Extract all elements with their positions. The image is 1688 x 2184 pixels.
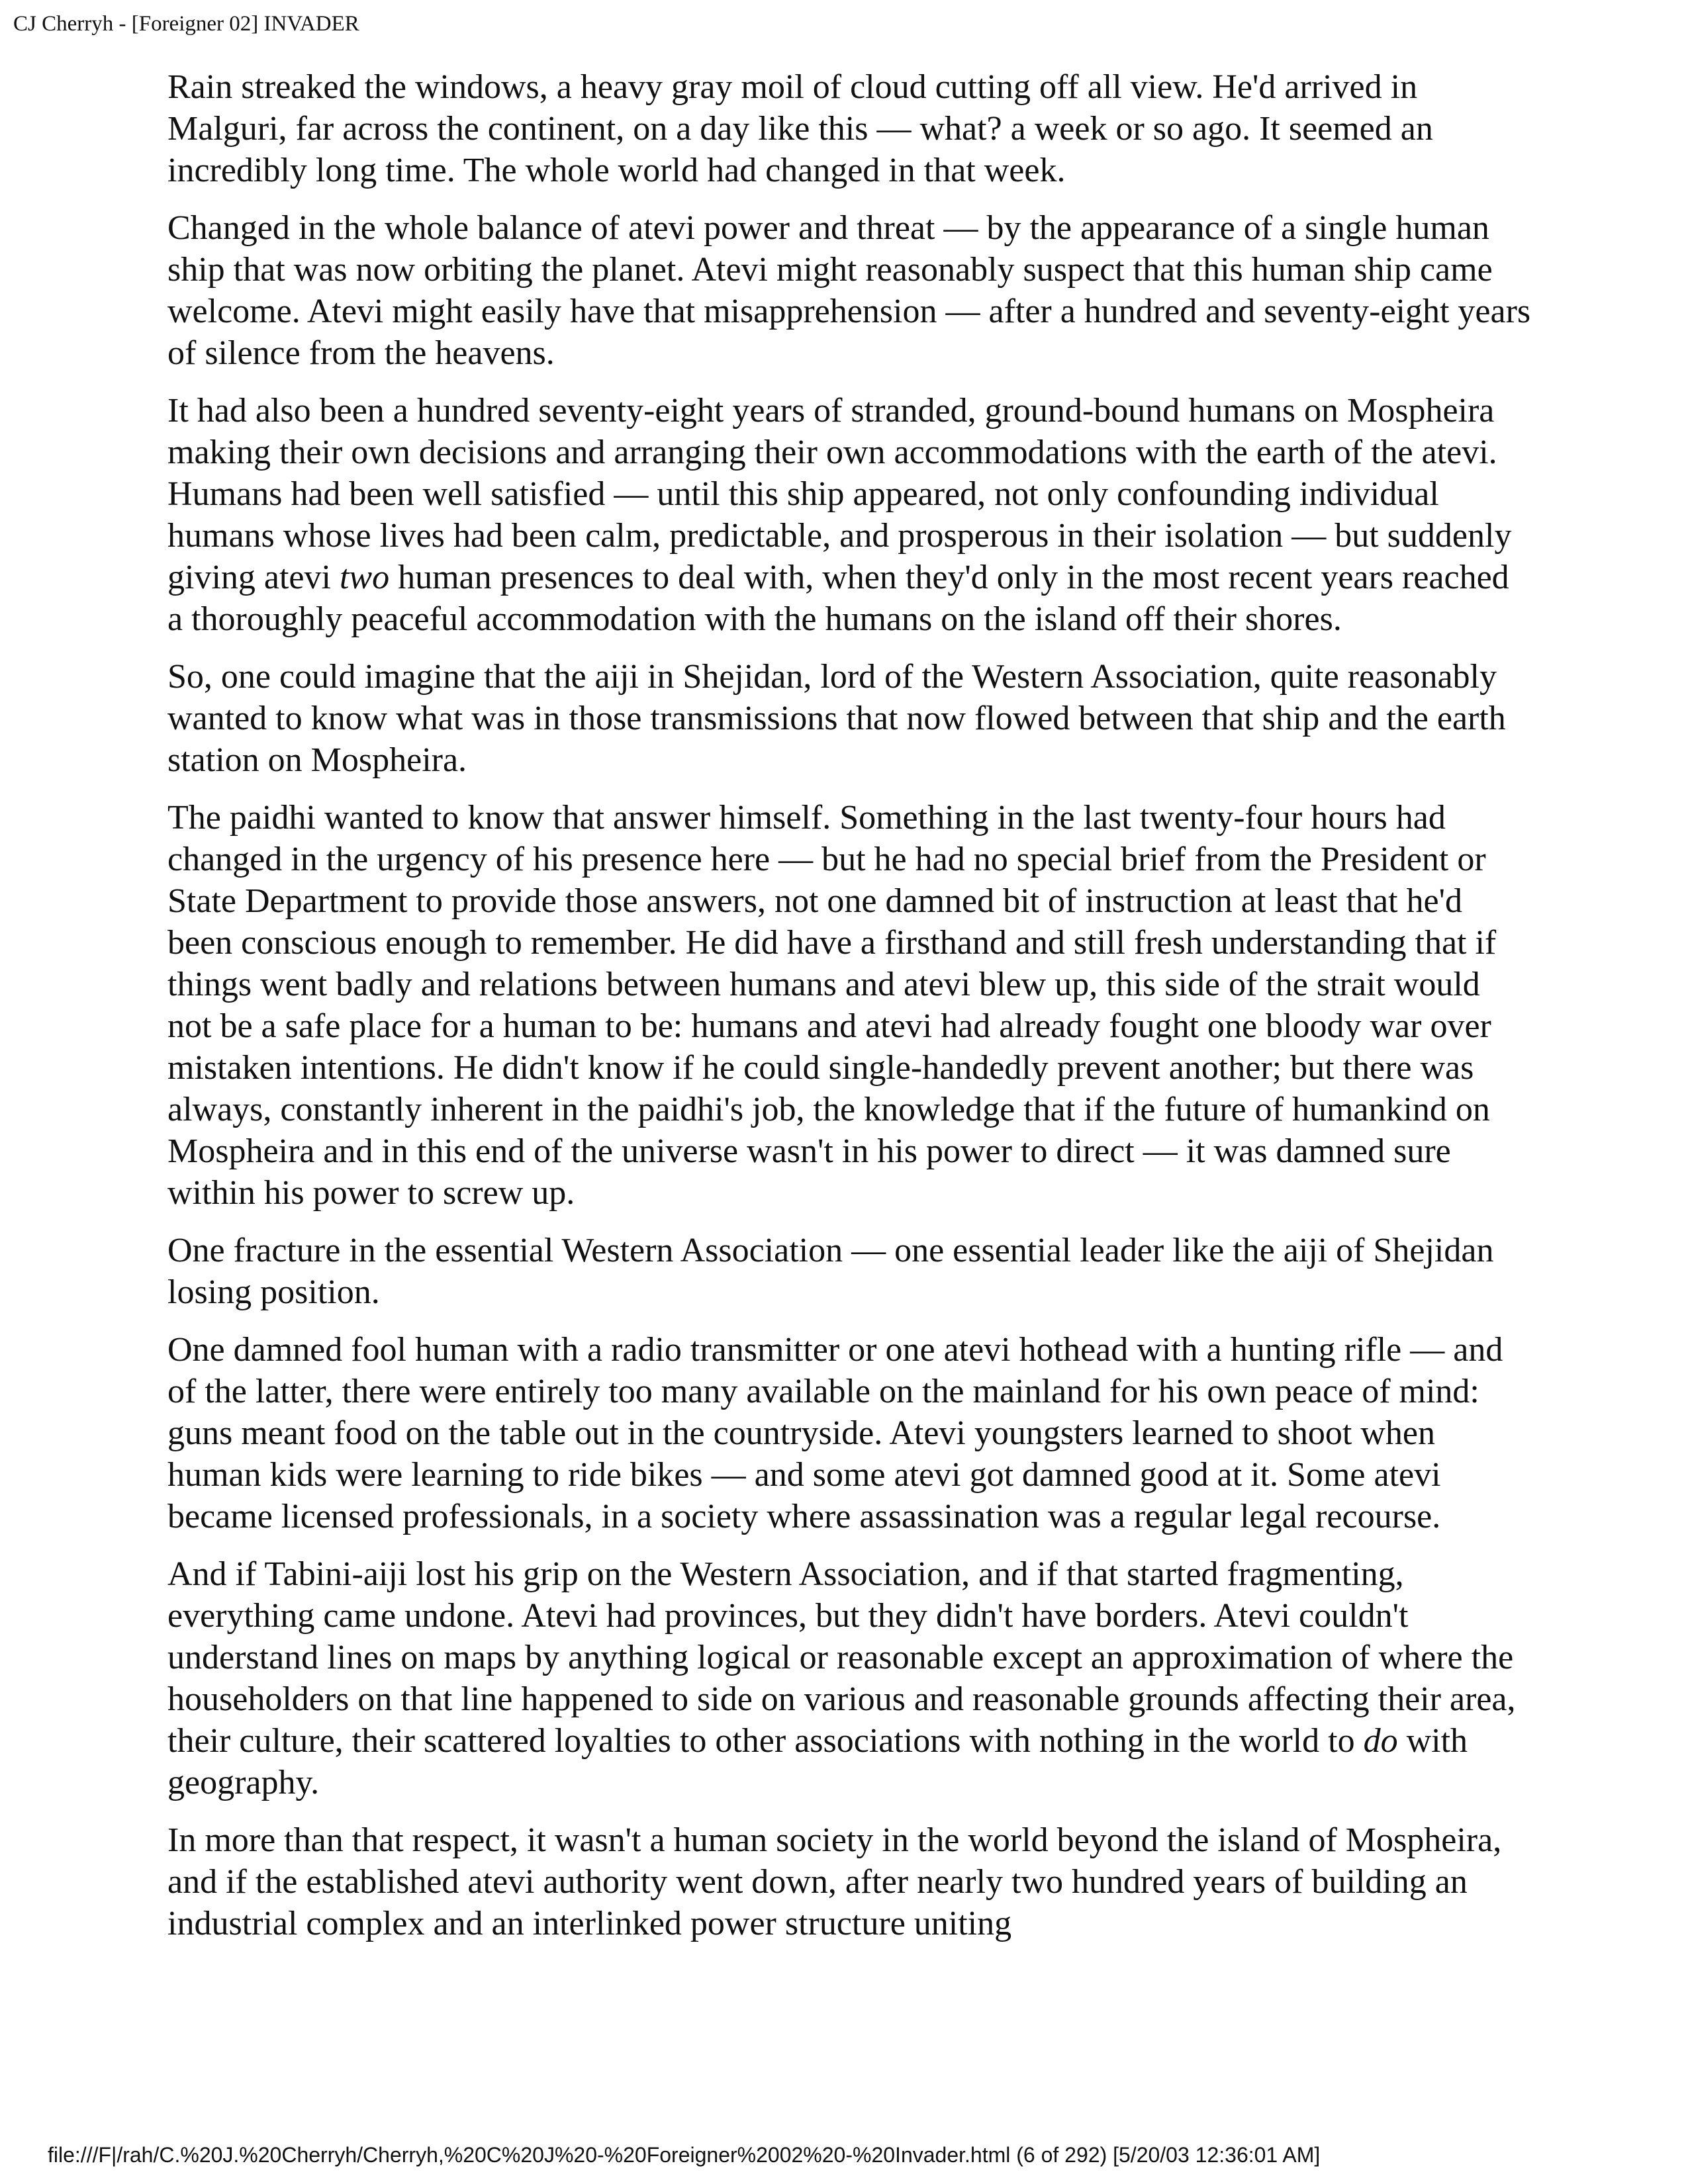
paragraph-text: Rain streaked the windows, a heavy gray moil of cloud cutting off all view. He'd arrived in Malguri, far across the continent, on a day like this — what? a week or so ago. It seemed an incredibly long time. The whole world had changed in that week. — [167, 68, 1433, 189]
paragraph-text: So, one could imagine that the aiji in Shejidan, lord of the Western Association, quite reasonably wanted to know what was in those transmissions that now flowed between that ship and the earth station on Mospheira. — [167, 658, 1506, 779]
paragraph-text: Changed in the whole balance of atevi power and threat — by the appearance of a single human ship that was now orbiting the planet. Atevi might reasonably suspect that this human ship came welcome. Atevi might easily have that misapprehension — after a hundred and seventy-eight years of silence from the heavens. — [167, 209, 1531, 372]
paragraph-text: human presences to deal with, when they'd only in the most recent years reached a thoroughly peaceful accommodation with the humans on the island off their shores. — [167, 559, 1509, 638]
emphasis-text: do — [1363, 1722, 1398, 1760]
paragraph — [167, 656, 1531, 781]
paragraph-text: And if Tabini-aiji lost his grip on the Western Association, and if that started fragmenting, everything came undone. Atevi had provinces, but they didn't have borders. Atevi couldn't understand lines on maps by anything logical or reasonable except an approximation of where the householders on that line happened to side on various and reasonable grounds affecting their area, their culture, their scattered loyalties to other associations with nothing in the world to — [167, 1555, 1516, 1760]
paragraph — [167, 390, 1531, 640]
paragraph — [167, 207, 1531, 374]
paragraph — [167, 1230, 1531, 1313]
paragraph-text: In more than that respect, it wasn't a human society in the world beyond the island of Mospheira, and if the established atevi authority went down, after nearly two hundred years of building an industrial complex and an interlinked power structure uniting — [167, 1821, 1502, 1942]
paragraph-text: The paidhi wanted to know that answer himself. Something in the last twenty-four hours had changed in the urgency of his presence here — but he had no special brief from the President or State Department to provide those answers, not one damned bit of instruction at least that he'd been conscious enough to remember. He did have a firsthand and still fresh understanding that if things went badly and relations between humans and atevi blew up, this side of the strait would not be a safe place for a human to be: humans and atevi had already fought one bloody war over mistaken intentions. He didn't know if he could single-handedly prevent another; but there was always, constantly inherent in the paidhi's job, the knowledge that if the future of humankind on Mospheira and in this end of the universe wasn't in his power to direct — it was damned sure within his power to screw up. — [167, 799, 1497, 1212]
paragraph-text: One damned fool human with a radio transmitter or one atevi hothead with a hunting rifle — and of the latter, there were entirely too many available on the mainland for his own peace of mind: guns meant food on the table out in the countryside. Atevi youngsters learned to shoot when human kids were learning to ride bikes — and some atevi got damned good at it. Some atevi became licensed professionals, in a society where assassination was a regular legal recourse. — [167, 1331, 1503, 1535]
emphasis-text: two — [339, 559, 390, 596]
paragraph — [167, 1819, 1531, 1944]
paragraph — [167, 1553, 1531, 1803]
page-header: CJ Cherryh - [Foreigner 02] INVADER — [13, 12, 359, 36]
paragraph-text: with geography. — [167, 1722, 1468, 1801]
paragraph — [167, 1329, 1531, 1537]
paragraph-text: It had also been a hundred seventy-eight years of stranded, ground-bound humans on Mospheira making their own decisions and arranging their own accommodations with the earth of the atevi. Humans had been well satisfied — until this ship appeared, not only confounding individual humans whose lives had been calm, predictable, and prosperous in their isolation — but suddenly giving atevi — [167, 392, 1512, 596]
page-footer-url: file:///F|/rah/C.%20J.%20Cherryh/Cherryh,%20C%20J%20-%20Foreigner%2002%20-%20Invader.html (6 of 292) [5/20/03 12:36:01 AM] — [48, 2143, 1321, 2167]
paragraph-text: One fracture in the essential Western Association — one essential leader like the aiji of Shejidan losing position. — [167, 1232, 1494, 1311]
paragraph — [167, 66, 1531, 191]
document-body — [167, 66, 1531, 1960]
paragraph — [167, 797, 1531, 1214]
